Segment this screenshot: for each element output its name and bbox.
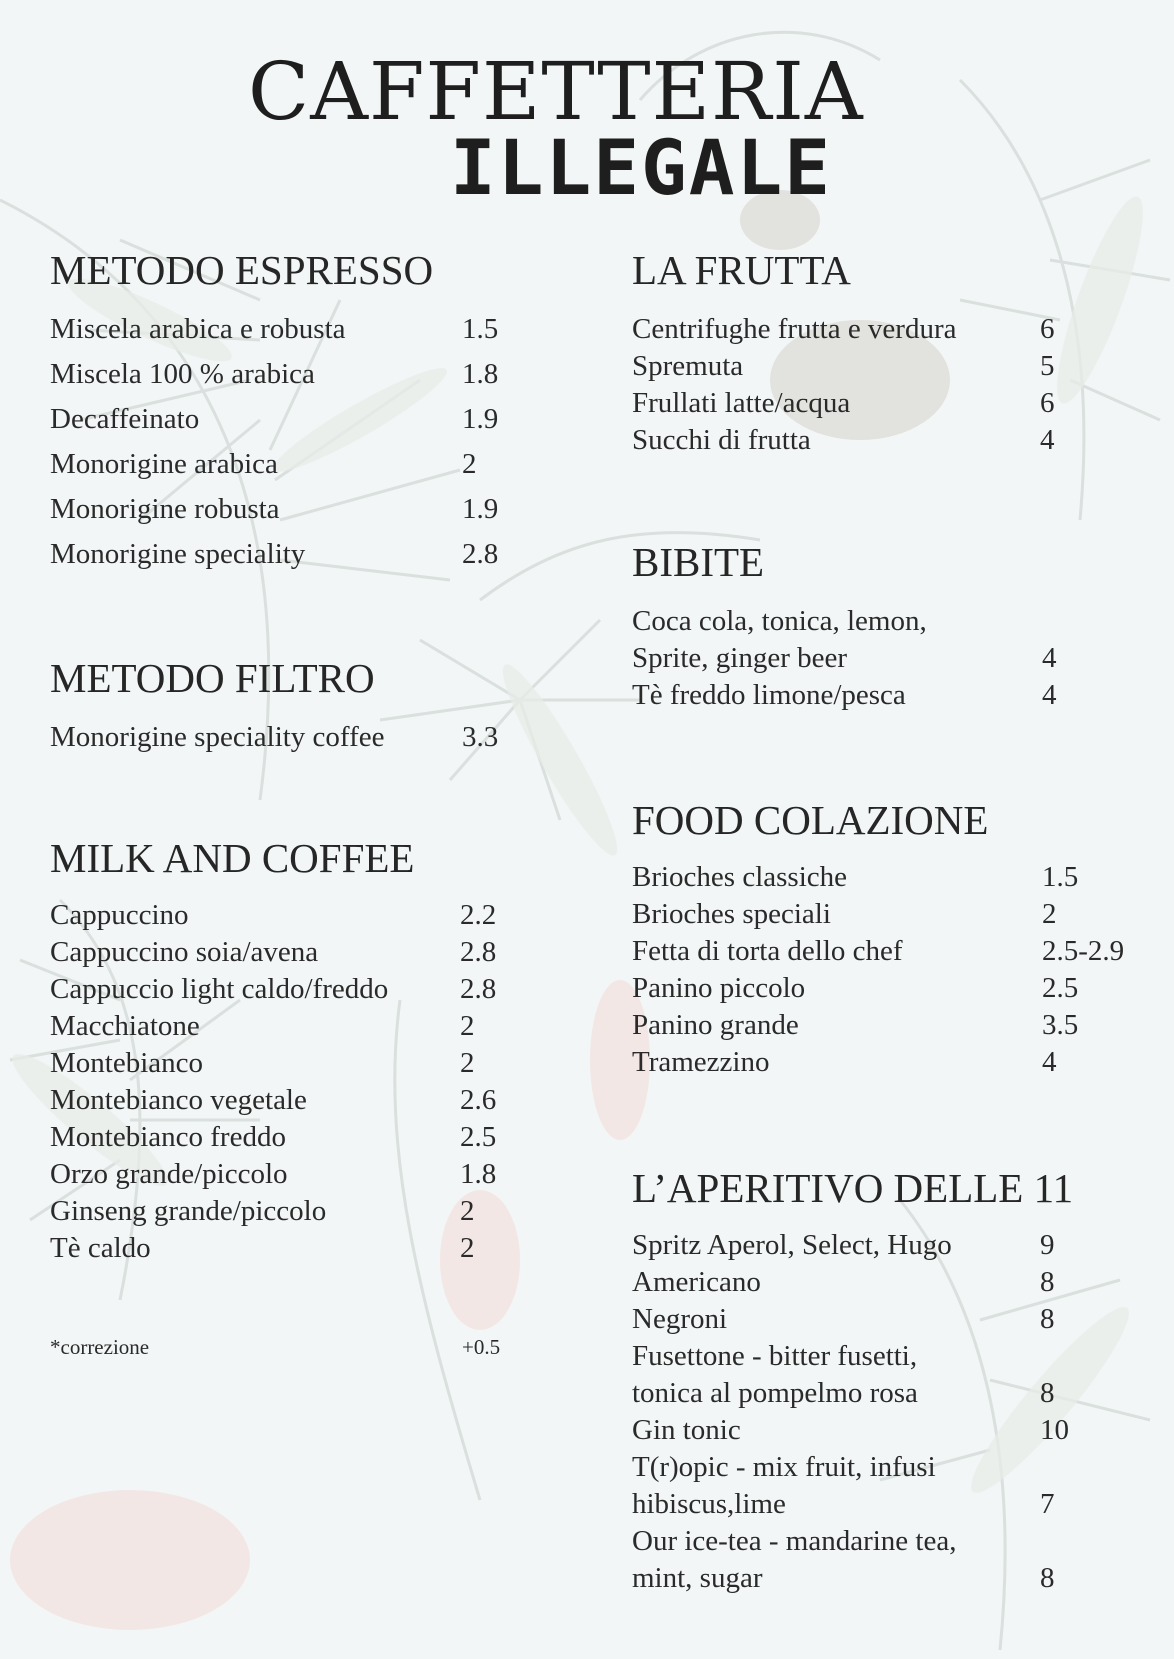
menu-item (632, 861, 1079, 898)
item-price: 2.5-2.9 (1042, 935, 1125, 967)
item-price: 1.9 (462, 403, 499, 435)
section-metodo-espresso (50, 247, 499, 583)
item-name: Centrifughe frutta e verdura (632, 313, 957, 345)
item-price: 1.9 (462, 493, 499, 525)
item-name: Succhi di frutta (632, 424, 811, 456)
item-name: Decaffeinato (50, 403, 200, 435)
menu-item (632, 1414, 1073, 1451)
item-price: 8 (1040, 1266, 1055, 1298)
menu-item (50, 973, 497, 1010)
menu-item (632, 898, 1057, 935)
item-price: 2.8 (462, 538, 499, 570)
item-price: 2.8 (460, 936, 497, 968)
menu-item (632, 1046, 1057, 1083)
menu-item (632, 972, 1079, 1009)
menu-item (632, 1303, 1073, 1340)
item-price: 7 (1040, 1488, 1055, 1520)
item-price: 2 (460, 1047, 475, 1079)
item-price: 1.5 (1042, 861, 1079, 893)
item-name: Brioches classiche (632, 861, 848, 893)
item-price: 4 (1040, 424, 1055, 456)
item-price: 8 (1040, 1377, 1055, 1409)
item-name: Ginseng grande/piccolo (50, 1195, 327, 1227)
menu-item (632, 1009, 1079, 1046)
section-title: METODO ESPRESSO (50, 247, 434, 293)
item-price: 2.5 (460, 1121, 497, 1153)
menu-item (50, 721, 499, 766)
item-name: Montebianco (50, 1047, 204, 1079)
item-price: 2 (462, 448, 477, 480)
item-name: Monorigine speciality (50, 538, 306, 570)
item-price: 2.6 (460, 1084, 497, 1116)
item-price: 5 (1040, 350, 1055, 382)
menu-item (632, 1266, 1073, 1303)
item-name: Tramezzino (632, 1046, 770, 1078)
item-price: 9 (1040, 1229, 1055, 1261)
menu-item (50, 1010, 475, 1047)
menu-item (632, 679, 1057, 716)
menu-item (50, 1121, 497, 1158)
item-name: Monorigine arabica (50, 448, 278, 480)
menu-item (50, 1047, 475, 1084)
item-price: 2 (460, 1195, 475, 1227)
menu-item (50, 313, 499, 358)
item-name: Our ice-tea - mandarine tea, (632, 1525, 957, 1557)
item-name: Cappuccino soia/avena (50, 936, 319, 968)
menu-item (50, 1232, 475, 1269)
menu-item (50, 1195, 475, 1232)
item-name: Macchiatone (50, 1010, 200, 1042)
item-name: T(r)opic - mix fruit, infusi (632, 1451, 936, 1483)
item-name: Frullati latte/acqua (632, 387, 851, 419)
item-price: 8 (1040, 1303, 1055, 1335)
item-name: Cappuccino (50, 899, 189, 931)
item-name: Spremuta (632, 350, 744, 382)
item-price: 10 (1040, 1414, 1069, 1446)
menu-item (632, 313, 1055, 350)
menu-item (50, 1158, 497, 1195)
item-name: Montebianco freddo (50, 1121, 286, 1153)
section-metodo-filtro (50, 655, 499, 766)
section-title: METODO FILTRO (50, 655, 375, 701)
item-name: Negroni (632, 1303, 728, 1335)
menu-item (50, 538, 499, 583)
menu-item (50, 936, 497, 973)
section-title: LA FRUTTA (632, 247, 851, 293)
item-name: Coca cola, tonica, lemon, (632, 605, 927, 637)
item-name: Montebianco vegetale (50, 1084, 307, 1116)
section-milk-and-coffee (50, 835, 497, 1269)
menu-item (632, 1229, 1073, 1266)
item-name: Gin tonic (632, 1414, 741, 1446)
item-name: Brioches speciali (632, 898, 831, 930)
section-food-colazione (632, 797, 1125, 1083)
item-name-line2: tonica al pompelmo rosa (632, 1377, 918, 1409)
item-price: 6 (1040, 387, 1055, 419)
section-title: BIBITE (632, 539, 765, 585)
item-name: Fetta di torta dello chef (632, 935, 903, 967)
item-price: 1.8 (462, 358, 499, 390)
item-name: Cappuccio light caldo/freddo (50, 973, 389, 1005)
item-name-line2: mint, sugar (632, 1562, 763, 1594)
item-price: 8 (1040, 1562, 1055, 1594)
item-price: 4 (1042, 679, 1057, 711)
item-price: 2.2 (460, 899, 497, 931)
menu-item (50, 358, 499, 403)
item-name: Monorigine robusta (50, 493, 280, 525)
item-name-line2: Sprite, ginger beer (632, 642, 848, 674)
page-title-line1: CAFFETTERIA (248, 45, 864, 138)
item-name: Fusettone - bitter fusetti, (632, 1340, 918, 1372)
item-name-line2: hibiscus,lime (632, 1488, 786, 1520)
section-la-frutta (632, 247, 1055, 461)
item-price: 1.8 (460, 1158, 497, 1190)
item-name: Tè caldo (50, 1232, 151, 1264)
menu-item (632, 1451, 1073, 1525)
menu-item (632, 387, 1055, 424)
item-price: 3.5 (1042, 1009, 1079, 1041)
section-title: MILK AND COFFEE (50, 835, 415, 881)
menu-item (50, 448, 477, 493)
section-title: L’APERITIVO DELLE 11 (632, 1165, 1074, 1211)
item-price: 1.5 (462, 313, 499, 345)
correzione-price: +0.5 (462, 1335, 501, 1359)
item-price: 4 (1042, 642, 1057, 674)
menu-item (632, 605, 1057, 679)
section-bibite (632, 539, 1057, 716)
menu-item (632, 1340, 1073, 1414)
menu-item (50, 899, 497, 936)
menu-item (50, 1084, 497, 1121)
section-title: FOOD COLAZIONE (632, 797, 989, 843)
item-name: Panino piccolo (632, 972, 806, 1004)
item-price: 2 (460, 1232, 475, 1264)
item-price: 2 (1042, 898, 1057, 930)
correzione-note: *correzione (50, 1335, 150, 1359)
menu-item (50, 493, 499, 538)
menu-item (632, 350, 1055, 387)
menu-item (50, 403, 499, 448)
item-price: 3.3 (462, 721, 499, 753)
item-price: 4 (1042, 1046, 1057, 1078)
item-name: Orzo grande/piccolo (50, 1158, 288, 1190)
page-title-line2: ILLEGALE (450, 123, 833, 212)
item-name: Panino grande (632, 1009, 799, 1041)
section-aperitivo (632, 1165, 1074, 1599)
menu-item (632, 935, 1125, 972)
item-name: Miscela 100 % arabica (50, 358, 315, 390)
menu-item (632, 1525, 1073, 1599)
item-price: 2.5 (1042, 972, 1079, 1004)
item-price: 2.8 (460, 973, 497, 1005)
item-name: Tè freddo limone/pesca (632, 679, 906, 711)
item-name: Monorigine speciality coffee (50, 721, 385, 753)
menu-item (632, 424, 1055, 461)
item-name: Spritz Aperol, Select, Hugo (632, 1229, 952, 1261)
item-name: Americano (632, 1266, 761, 1298)
item-price: 6 (1040, 313, 1055, 345)
item-price: 2 (460, 1010, 475, 1042)
item-name: Miscela arabica e robusta (50, 313, 346, 345)
